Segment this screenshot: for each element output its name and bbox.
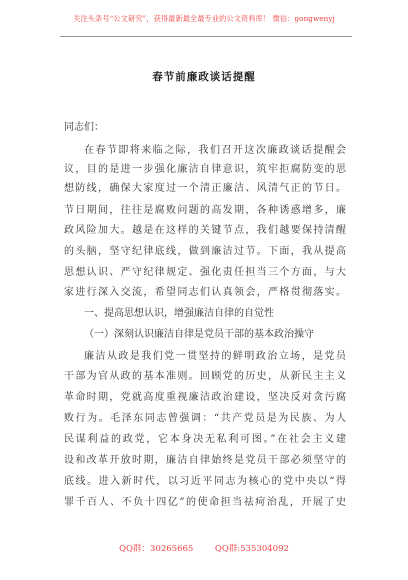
section-heading: 一、提高思想认识，增强廉洁自律的自觉性 — [84, 308, 274, 319]
subsection-heading: （一）深刻认识廉洁自律是党员干部的基本政治操守 — [84, 329, 314, 340]
body-line: 的头脑，坚守纪律底线，做到廉洁过节。下面，我从提高 — [64, 246, 346, 257]
footer-qq-note: QQ群：30265665 QQ群:535304092 — [119, 544, 289, 554]
body-line: 议，目的是进一步强化廉洁自律意识，筑牢拒腐防变的思 — [64, 164, 346, 175]
body-line: 想防线，确保大家度过一个清正廉洁、风清气正的节日。 — [64, 183, 346, 194]
body-line: 设和改革开放时期，廉洁自律始终是党员干部必须坚守的 — [64, 455, 346, 466]
document-title: 春节前廉政谈话提醒 — [152, 71, 256, 83]
body-line: 廉洁从政是我们党一贯坚持的鲜明政治立场，是党员 — [84, 351, 346, 362]
body-line: 政风险加大。越是在这样的关键节点，我们越要保持清醒 — [64, 225, 346, 236]
body-line: 家进行深入交流，希望同志们认真领会，严格贯彻落实。 — [64, 287, 346, 298]
body-line: 节日期间，往往是腐败问题的高发期，各种诱惑增多，廉 — [64, 205, 346, 216]
body-line: 底线。进入新时代，以习近平同志为核心的党中央以“得 — [64, 476, 346, 487]
salutation: 同志们： — [64, 122, 104, 133]
header-divider — [60, 36, 352, 37]
body-line: 革命时期，党就高度重视廉洁政治建设，坚决反对贪污腐 — [64, 392, 346, 403]
header-promo-note: 关注头条号“公文研究”，获得最新最全最专业的公文资料库！ 微信：gongwenyj — [73, 14, 335, 23]
body-line: 思想认识、严守纪律规定、强化责任担当三个方面，与大 — [64, 267, 346, 278]
body-line: 在春节即将来临之际，我们召开这次廉政谈话提醒会 — [84, 145, 346, 156]
body-line: 干部为官从政的基本准则。回顾党的历史，从新民主主义 — [64, 371, 346, 382]
body-line: 民谋利益的政党，它本身决无私利可图。”在社会主义建 — [64, 434, 346, 445]
body-line: 罪千百人、不负十四亿”的使命担当祛疴治乱，开展了史 — [64, 497, 346, 508]
body-line: 败行为。毛泽东同志曾强调：“共产党员是为民族、为人 — [64, 413, 346, 424]
